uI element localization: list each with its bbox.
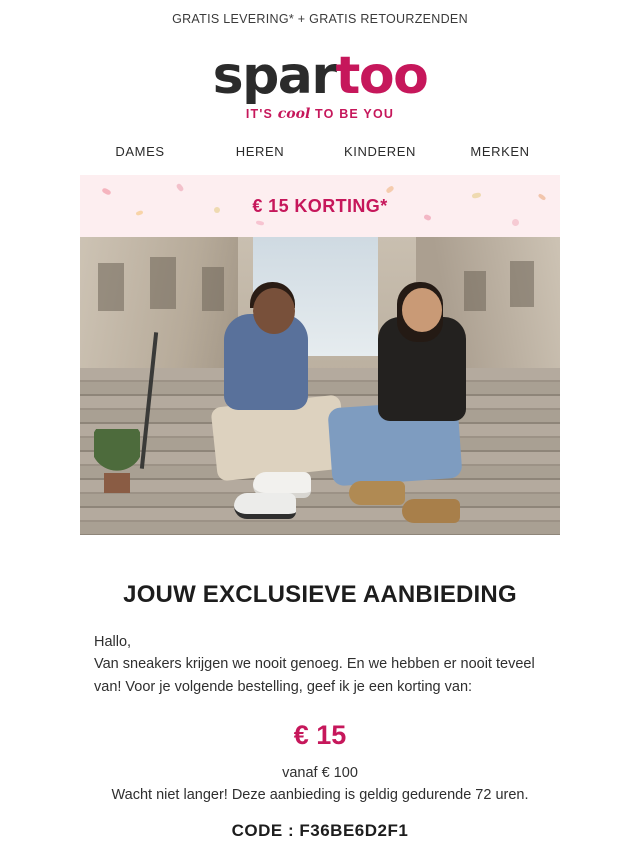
- hero-section: [80, 175, 560, 535]
- confetti-dot: [136, 210, 144, 216]
- brand-logo[interactable]: [0, 38, 640, 122]
- discount-amount: € 15: [293, 720, 347, 751]
- nav-item-dames[interactable]: DAMES: [115, 144, 165, 159]
- photo-leopard-shoe: [402, 499, 460, 523]
- photo-woman-head: [402, 288, 442, 332]
- confetti-dot: [214, 207, 220, 213]
- logo-tagline: [0, 106, 640, 122]
- main-navigation: [0, 122, 640, 175]
- confetti-dot: [423, 214, 431, 221]
- logo-tagline-post: TO BE YOU: [315, 107, 395, 121]
- confetti-dot: [538, 193, 547, 201]
- offer-section: [80, 535, 560, 841]
- offer-paragraph: Van sneakers krijgen we nooit genoeg. En we hebben er nooit teveel van! Voor je volgende bestelling, geef ik je een korting van:: [94, 656, 535, 695]
- photo-window: [98, 263, 124, 311]
- page-title: JOUW EXCLUSIEVE AANBIEDING: [123, 581, 517, 608]
- top-banner: [0, 0, 640, 38]
- logo-tagline-pre: IT'S: [245, 107, 274, 121]
- confetti-dot: [385, 185, 394, 194]
- nav-item-merken[interactable]: MERKEN: [470, 144, 530, 159]
- photo-window: [510, 261, 534, 307]
- confetti-dot: [176, 183, 185, 192]
- photo-flowerpot: [104, 473, 130, 493]
- photo-window: [150, 257, 176, 309]
- photo-sneaker: [234, 493, 296, 519]
- hero-photo[interactable]: [80, 237, 560, 535]
- confetti-dot: [472, 192, 482, 199]
- logo-text-too: too: [335, 46, 428, 106]
- urgency-text: Wacht niet langer! Deze aanbieding is geldig gedurende 72 uren.: [111, 787, 529, 804]
- photo-window: [464, 271, 486, 311]
- confetti-dot: [512, 219, 519, 226]
- greeting-text: Hallo,: [94, 634, 132, 650]
- promo-banner[interactable]: [80, 175, 560, 237]
- photo-window: [202, 267, 224, 311]
- nav-item-heren[interactable]: HEREN: [235, 144, 285, 159]
- logo-text-spar: spar: [212, 46, 336, 106]
- promo-banner-text: € 15 KORTING*: [252, 195, 388, 216]
- confetti-dot: [256, 220, 265, 226]
- logo-wordmark: [212, 46, 428, 106]
- logo-tagline-cool: cool: [277, 106, 311, 122]
- photo-leopard-shoe: [349, 481, 405, 505]
- top-banner-text: GRATIS LEVERING* + GRATIS RETOURZENDEN: [172, 12, 468, 26]
- promo-code[interactable]: CODE : F36BE6D2F1: [231, 821, 409, 841]
- confetti-dot: [101, 187, 111, 196]
- nav-item-kinderen[interactable]: KINDEREN: [344, 144, 416, 159]
- photo-man-head: [253, 288, 295, 334]
- minimum-spend-text: vanaf € 100: [282, 765, 358, 782]
